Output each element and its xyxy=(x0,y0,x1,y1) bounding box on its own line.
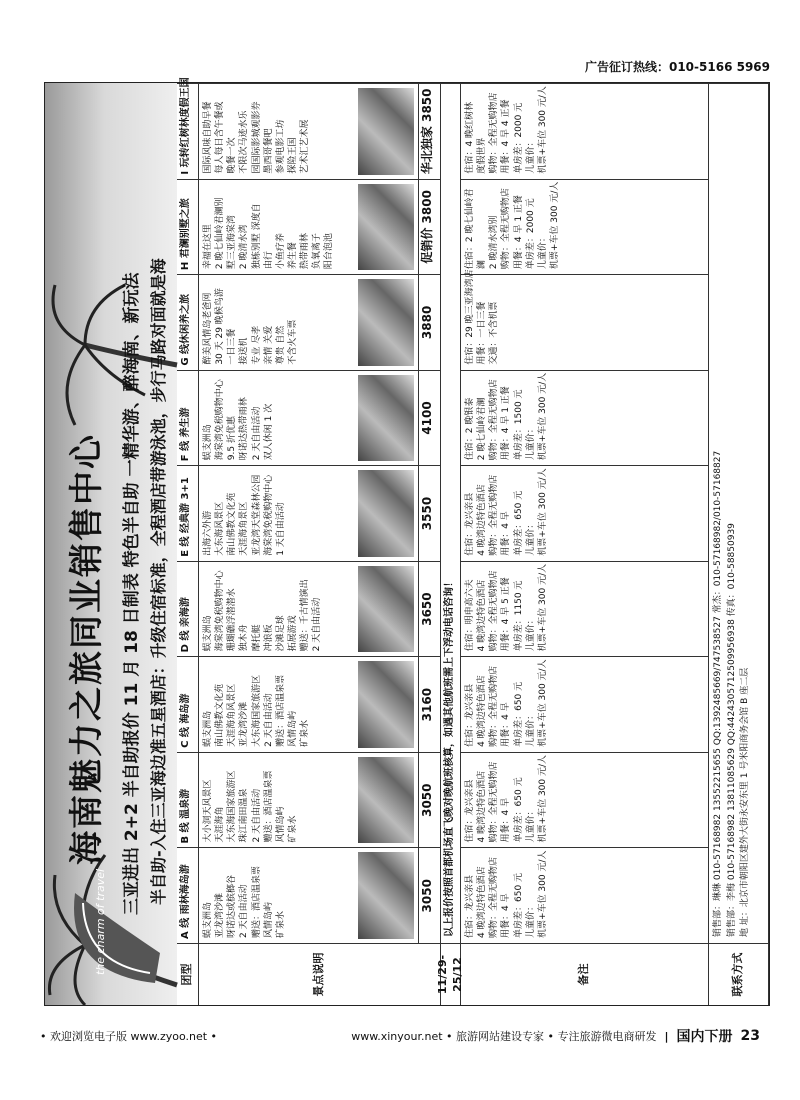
route-remark xyxy=(461,465,709,561)
remark-line: 住宿：2 晚银泰 xyxy=(465,397,475,461)
price-value: 促销价 3800 xyxy=(420,190,434,264)
route-name: F 线 养生游 xyxy=(180,407,191,462)
route-header xyxy=(177,370,199,466)
remark-line: 度假世界 xyxy=(477,137,488,174)
route-name: B 线 温泉游 xyxy=(180,788,191,844)
remark-line: 住宿：龙兴亲县 xyxy=(465,683,475,747)
route-point: 矿泉水 xyxy=(300,719,311,747)
route-table xyxy=(177,77,769,1005)
route-point: 冲浪板 xyxy=(263,624,274,652)
col-team-label: 团型 xyxy=(180,963,194,986)
route-points xyxy=(199,752,419,848)
remark-line: 2 晚清水湾别 xyxy=(489,215,500,270)
route-point: 亚龙湾沙滩 xyxy=(239,701,250,747)
remark-line: 儿童价： xyxy=(525,806,536,843)
logo-text: the charm of travel xyxy=(94,868,107,975)
remark-line: 澜 xyxy=(477,260,488,270)
remark-line: 购物：全程无购物店 xyxy=(489,761,500,843)
route-point: 尊贵 自然 xyxy=(275,325,286,365)
remark-line: 4 晚湾边特色酒店 xyxy=(477,579,488,652)
ad-frame xyxy=(44,77,770,1006)
scenery-photo xyxy=(358,852,414,939)
route-point: 拓展游戏 xyxy=(287,615,298,652)
route-remark xyxy=(461,83,709,179)
page-title: 海南魅力之旅同业销售中心 xyxy=(67,433,107,865)
route-point: 阳台泡池 xyxy=(324,233,335,270)
route-remark xyxy=(461,752,709,848)
route-point: 蜈支洲岛 xyxy=(203,615,213,652)
scenery-photo xyxy=(358,566,414,653)
remark-line: 用餐：4 早 xyxy=(501,511,512,556)
route-point: 1 天自由活动 xyxy=(275,502,286,556)
scenery-photo xyxy=(358,470,414,557)
route-name: E 线 经典游 3+1 xyxy=(180,477,191,557)
remark-line: 机票+车位 300 元/人 xyxy=(537,659,548,747)
route-point: 大东海国家旅游区 xyxy=(251,674,262,747)
remark-line: 单房差：1150 元 xyxy=(513,580,524,652)
scenery-photo xyxy=(358,661,414,748)
route-point: 2 天自由活动 xyxy=(251,788,262,843)
route-header xyxy=(177,465,199,561)
remark-line: 单房差：650 元 xyxy=(513,872,524,938)
remark-line: 住宿：龙兴亲县 xyxy=(465,492,475,556)
route-remark xyxy=(461,370,709,466)
route-remark xyxy=(461,561,709,657)
remark-line: 住宿：2 晚七仙岭君 xyxy=(465,188,475,270)
route-point: 艺术汇艺术展 xyxy=(300,119,311,174)
route-point: 沙滩足球 xyxy=(275,615,286,652)
route-points xyxy=(199,179,419,275)
remark-line: 单房差：2000 元 xyxy=(525,198,536,270)
route-point: 南山佛教文化苑 xyxy=(227,492,238,556)
remark-line: 4 晚湾边特色酒店 xyxy=(477,484,488,556)
route-point: 专业 尽孝 xyxy=(251,325,262,365)
route-point: 天涯海角 xyxy=(215,806,226,843)
route-point: 晚餐一次 xyxy=(227,137,238,174)
route-name: A 线 雨林海岛游 xyxy=(180,864,191,939)
subtitle-line-1: 三亚进出 2+2 半自助报价 11 月 18 日制表 特色半自助 一精华游、醉海南、新玩法 xyxy=(122,272,142,915)
remark-line: 儿童价： xyxy=(525,424,536,461)
remark-line: 购物：全程无购物店 xyxy=(501,188,512,270)
route-name: G 线休闲养之旅 xyxy=(180,293,191,366)
remark-line: 住宿：龙兴亲县 xyxy=(465,779,475,843)
route-remark xyxy=(461,656,709,752)
price-value: 3050 xyxy=(420,879,434,913)
remark-line: 4 晚湾边特色酒店 xyxy=(477,770,488,843)
remark-line: 单房差：650 元 xyxy=(513,490,524,556)
route-point: 天涯海角景区 xyxy=(239,501,250,556)
route-points xyxy=(199,656,419,752)
notice-bar xyxy=(441,83,461,943)
route-name: D 线 亲海游 xyxy=(180,597,191,653)
remark-line: 机票+车位 300 元/人 xyxy=(537,563,548,652)
route-header xyxy=(177,752,199,848)
remark-line: 用餐：4 早 xyxy=(501,893,512,938)
price-value: 3160 xyxy=(420,687,434,722)
route-point: 蜈支洲岛 xyxy=(203,710,213,747)
route-points xyxy=(199,561,419,657)
footer-section: 国内下册 xyxy=(676,1029,733,1045)
route-header xyxy=(177,847,199,943)
route-price xyxy=(419,561,441,657)
remark-line: 用餐：4 早 1 正餐 xyxy=(501,386,512,461)
scenery-photo xyxy=(358,757,414,844)
route-point: 2 天自由活动 xyxy=(239,884,250,938)
contact-line: 地 址：北京市朝阳区建外大街永安东里 1 号米阳商务会馆 B 座二层 xyxy=(740,667,750,937)
route-point: 参观电影工坊 xyxy=(275,119,286,174)
remark-line: 儿童价： xyxy=(525,710,536,747)
route-remark xyxy=(461,847,709,943)
remark-line: 儿童价： xyxy=(525,901,536,938)
route-points xyxy=(199,465,419,561)
remark-line: 单房差：2000 元 xyxy=(513,102,524,174)
route-header xyxy=(177,179,199,275)
route-point: 摩托艇 xyxy=(251,624,262,652)
remark-line: 儿童价： xyxy=(537,233,548,270)
route-point: 大东海国家旅游区 xyxy=(227,770,238,843)
price-value: 4100 xyxy=(420,401,434,435)
page-footer xyxy=(40,1026,760,1046)
price-value: 3880 xyxy=(420,305,434,340)
contact-line: 销售部：琳琳 010-57168982 13552215655 QQ:1392485669/747538527 常杰：010-57168982/010-57168827 xyxy=(713,450,723,937)
notice-text: 以上报价按照首都机场直飞晚对晚航班核算，如遇其他航班需上下浮动电话咨询！ xyxy=(444,577,455,937)
route-header xyxy=(177,77,199,179)
route-point: 大东海风景区 xyxy=(215,501,226,556)
scenery-photo xyxy=(358,375,414,462)
route-point: 2 天自由活动 xyxy=(312,597,323,652)
route-points xyxy=(199,370,419,466)
col-team-header xyxy=(177,943,199,1005)
remark-line: 机票+车位 300 元/人 xyxy=(537,754,548,843)
contact-line: 销售部：李梅 010-57168982 13811085629 QQ:4424305712509956938 传真：010-58850939 xyxy=(726,523,737,937)
route-point: 不限次马迹水乐 xyxy=(239,110,250,174)
contact-info xyxy=(709,83,769,943)
route-price xyxy=(419,656,441,752)
remark-line: 购物：全程无购物店 xyxy=(489,856,500,938)
remark-line: 住宿：明申高六夫 xyxy=(465,579,475,652)
route-point: 海棠湾免税购物中心 xyxy=(215,570,226,652)
route-price xyxy=(419,83,441,179)
route-point: 风情岛屿 xyxy=(275,806,286,843)
price-value: 3550 xyxy=(420,496,434,531)
remark-line: 单房差：650 元 xyxy=(513,777,524,843)
route-header xyxy=(177,656,199,752)
route-price xyxy=(419,847,441,943)
route-name: H 君澜别墅之旅 xyxy=(180,198,191,271)
remark-line: 机票+车位 300 元/人 xyxy=(537,86,548,174)
remark-line: 购物：全程无购物店 xyxy=(489,474,500,556)
remark-label xyxy=(461,943,709,1005)
route-price xyxy=(419,370,441,466)
remark-line: 单房差：1500 元 xyxy=(513,389,524,461)
route-point: 2 晚清水湾 xyxy=(239,224,250,270)
route-point: 接送机 xyxy=(239,337,250,365)
route-point: 幸福在这里 xyxy=(203,224,213,270)
route-point: 大小洞天风景区 xyxy=(203,779,213,843)
date-range-text: 11/29-25/12 xyxy=(435,954,464,995)
route-point: 热带雨林 xyxy=(300,233,311,270)
route-point: 矿泉水 xyxy=(287,815,298,843)
remark-line: 机票+车位 300 元/人 xyxy=(549,181,560,270)
route-points xyxy=(199,847,419,943)
route-point: 墨西哥餐吧 xyxy=(263,128,274,174)
route-point: 珊瑚礁浮潜潜水 xyxy=(227,588,238,652)
route-point: 亚龙湾天堂森林公园 xyxy=(251,474,262,556)
route-point: 天涯海角风景区 xyxy=(227,683,238,747)
route-point: 醉美风情岛老爸网 xyxy=(203,292,213,365)
route-point: 由行 xyxy=(263,251,274,270)
points-label-text: 景点说明 xyxy=(312,952,326,997)
banner xyxy=(45,83,177,1005)
route-point: 风情岛屿 xyxy=(263,901,274,938)
route-point: 园国际影城观影券 xyxy=(251,101,262,174)
route-point: 养生餐 xyxy=(287,242,298,270)
footer-divider: | xyxy=(664,1029,669,1043)
route-point: 小鱼疗养 xyxy=(275,233,286,270)
route-price xyxy=(419,179,441,275)
route-point: 国际风味自助早餐 xyxy=(203,101,213,174)
remark-line: 购物：全程无购物店 xyxy=(489,92,500,174)
route-point: 2 晚七仙岭君澜别 xyxy=(215,197,226,270)
route-header xyxy=(177,561,199,657)
price-value: 3650 xyxy=(420,592,434,626)
route-point: 2 天自由活动 xyxy=(263,693,274,747)
route-price xyxy=(419,465,441,561)
route-point: 赠送：酒店温泉票 xyxy=(251,865,262,938)
ad-hotline: 广告征订热线：010-5166 5969 xyxy=(584,60,770,74)
route-point: 亲情 关爱 xyxy=(263,325,274,365)
route-point: 赠送：千古情演出 xyxy=(300,579,311,652)
route-point: 出海六外游 xyxy=(203,510,213,556)
scenery-photo xyxy=(358,88,414,175)
price-value: 华北独家 3850 xyxy=(420,88,434,175)
remark-line: 住宿：龙兴亲县 xyxy=(465,874,475,938)
route-point: 30 天 29 晚候鸟游 xyxy=(215,288,226,365)
remark-line: 4 晚湾边特色酒店 xyxy=(477,675,488,747)
route-point: 负氧离子 xyxy=(312,233,323,270)
route-point: 亚龙湾沙滩 xyxy=(215,892,226,938)
route-remark xyxy=(461,269,709,370)
remark-line: 机票+车位 300 元/人 xyxy=(537,850,548,938)
route-point: 蜈支洲岛 xyxy=(203,901,213,938)
remark-line: 住宿：29 晚三亚海湾店 xyxy=(465,269,475,365)
footer-right: www.xinyour.net • 旅游网站建设专家 • 专注旅游微电商研发 xyxy=(351,1030,657,1043)
route-name: I 玩转红树林度假王国 xyxy=(180,77,191,175)
date-range xyxy=(435,943,464,1005)
remark-line: 交通：不含机票 xyxy=(489,301,500,365)
remark-line: 用餐：4 早 xyxy=(501,797,512,843)
route-point: 每人每日含午餐或 xyxy=(215,101,226,174)
route-point: 双人休闲 1 次 xyxy=(263,403,274,461)
remark-line: 购物：全程无购物店 xyxy=(489,379,500,461)
remark-line: 2 晚七仙岭君澜 xyxy=(477,397,488,461)
route-name: C 线 海岛游 xyxy=(180,693,191,748)
scenery-photo xyxy=(358,279,414,366)
route-point: 呀诺达热带雨林 xyxy=(239,397,250,461)
route-point: 风情岛屿 xyxy=(287,710,298,747)
route-point: 蜈支洲岛 xyxy=(203,424,213,461)
contact-label xyxy=(709,943,769,1005)
route-price xyxy=(419,274,441,370)
remark-label-text: 备注 xyxy=(577,963,591,986)
route-point: 一日三餐 xyxy=(227,328,238,365)
route-point: 墅三亚海棠湾 xyxy=(227,215,238,270)
route-point: 赠送：酒店温泉票 xyxy=(275,674,286,747)
remark-line: 住宿：4 晚红树林 xyxy=(465,101,475,174)
remark-line: 儿童价： xyxy=(525,615,536,652)
route-point: 海棠湾免税购物中心 xyxy=(263,474,274,556)
route-point: 矿泉水 xyxy=(275,910,286,938)
route-point: 2 天自由活动 xyxy=(251,406,262,461)
route-points xyxy=(199,274,419,370)
remark-line: 机票+车位 300 元/人 xyxy=(537,468,548,556)
contact-label-text: 联系方式 xyxy=(731,952,745,997)
route-point: 南山佛教文化苑 xyxy=(215,683,226,747)
remark-line: 用餐：4 早 1 正餐 xyxy=(513,195,524,270)
remark-line: 儿童价： xyxy=(525,137,536,174)
remark-line: 4 晚湾边特色酒店 xyxy=(477,866,488,938)
route-remark xyxy=(461,179,709,275)
subtitle-line-2: 半自助-入住三亚海边准五星酒店：升级住宿标准，全程酒店带游泳池，步行马路对面就是海 xyxy=(149,258,168,905)
route-point: 9.5 折优惠 xyxy=(227,416,238,461)
footer-left: • 欢迎浏览电子版 www.zyoo.net • xyxy=(40,1030,218,1043)
page-number: 23 xyxy=(740,1028,760,1044)
rotated-ad xyxy=(45,77,769,1005)
remark-line: 用餐：4 早 xyxy=(501,702,512,747)
route-price xyxy=(419,752,441,848)
route-point: 海棠湾免税购物中心 xyxy=(215,379,226,461)
scenery-photo xyxy=(358,184,414,271)
route-point: 赠送：酒店温泉票 xyxy=(263,770,274,843)
remark-line: 用餐：4 早 4 正餐 xyxy=(501,99,512,174)
remark-line: 用餐：4 早 5 正餐 xyxy=(501,577,512,652)
remark-line: 机票+车位 300 元/人 xyxy=(537,372,548,461)
route-header xyxy=(177,274,199,370)
route-points xyxy=(199,83,419,179)
remark-line: 儿童价： xyxy=(525,519,536,556)
route-point: 不含火车票 xyxy=(287,319,298,365)
remark-line: 单房差：650 元 xyxy=(513,681,524,747)
remark-line: 购物：全程无购物店 xyxy=(489,665,500,747)
remark-line: 购物：全程无购物店 xyxy=(489,570,500,652)
price-value: 3050 xyxy=(420,783,434,817)
points-label xyxy=(199,943,441,1005)
route-point: 呀诺达或槟榔谷 xyxy=(227,874,238,938)
route-point: 探险王国 xyxy=(287,137,298,174)
route-point: 独木舟 xyxy=(239,624,250,652)
route-point: 珠江南田温泉 xyxy=(239,788,250,843)
remark-line: 用餐：一日三餐 xyxy=(477,301,488,365)
route-point: 独栋别墅 深度自 xyxy=(251,203,262,270)
